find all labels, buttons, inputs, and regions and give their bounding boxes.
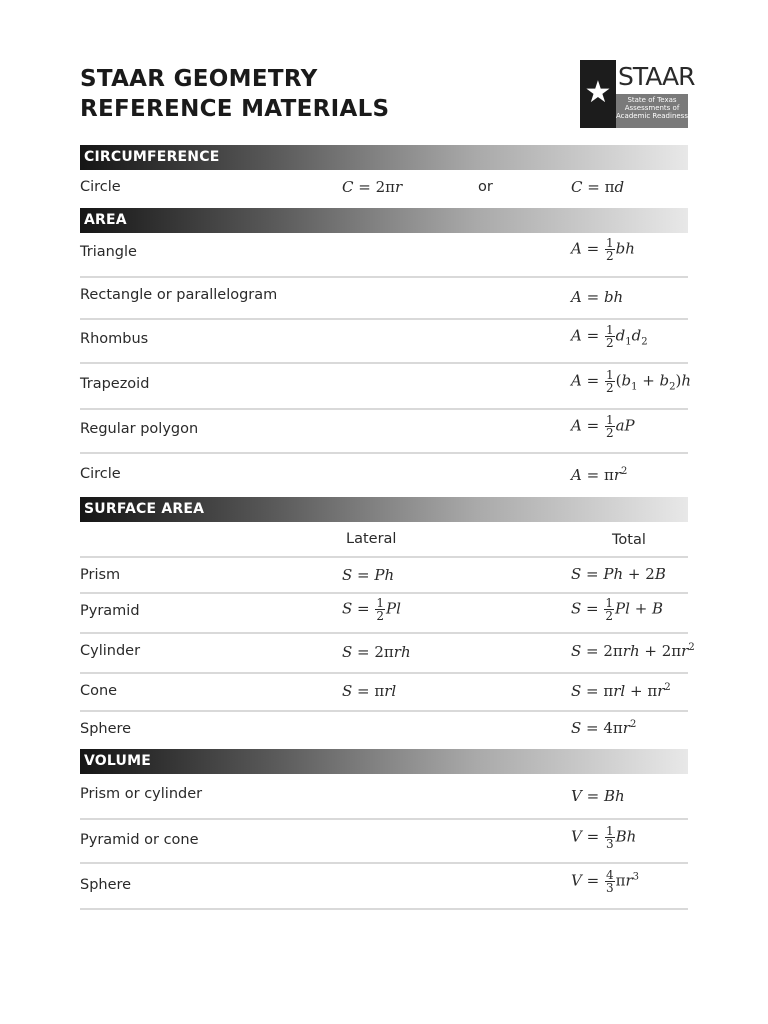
area-row-polygon [80,410,688,454]
page-title [80,64,389,124]
formula-total-prism: S = Ph + 2B [571,565,666,583]
section-header-area [80,208,688,233]
title-line-1: STAAR GEOMETRY [80,66,318,92]
area-row-triangle [80,233,688,278]
logo-wordmark: STAAR [618,62,695,91]
area-row-rhombus [80,320,688,364]
section-title: SURFACE AREA [84,501,205,517]
formula-volume-sphere: V = $\frac{4}{3}$ $\pi r^3$ [571,868,639,895]
volume-row-prism-cylinder [80,774,688,820]
row-label: Prism [80,567,121,583]
section-title: CIRCUMFERENCE [84,149,220,165]
column-header-lateral: Lateral [346,531,397,547]
surface-column-headers [80,522,688,558]
logo-star-box [580,60,616,128]
section-header-circumference [80,145,688,170]
formula-total-sphere: $S = 4\pi r^2$ [571,719,637,737]
volume-row-pyramid-cone [80,820,688,864]
row-label: Circle [80,179,121,195]
volume-row-sphere [80,864,688,910]
section-header-volume [80,749,688,774]
staar-logo [580,60,695,128]
row-label: Circle [80,466,121,482]
formula-volume-pyramid: V = $\frac{1}{3}$ Bh [571,824,637,851]
row-label: Sphere [80,721,132,737]
section-title: AREA [84,212,127,228]
surface-row-prism [80,558,688,594]
title-line-2: REFERENCE MATERIALS [80,96,390,122]
logo-sub-line-2: Assessments of [624,104,680,112]
logo-sub-line-1: State of Texas [627,96,677,104]
circumference-row [80,170,688,208]
row-label: Rhombus [80,331,149,347]
column-header-total: Total [612,532,646,548]
formula-area-rectangle: A = bh [571,288,624,306]
logo-sub-line-3: Academic Readiness [616,112,688,120]
formula-area-polygon: A = $\frac{1}{2}$ aP [571,413,635,440]
formula-circumference-diameter: C = πd [571,178,625,196]
row-label: Sphere [80,877,132,893]
row-label: Pyramid or cone [80,832,199,848]
area-row-circle [80,454,688,496]
row-label: Rectangle or parallelogram [80,287,278,303]
section-header-surface-area [80,497,688,522]
row-label: Trapezoid [80,376,150,392]
star-icon: ★ [584,75,612,110]
formula-total-cylinder: $S = 2\pi rh + 2\pi r^2$ [571,642,695,660]
formula-total-pyramid: S = $\frac{1}{2}$ Pl + B [571,596,664,623]
formula-area-circle: $A = \pi r^2$ [571,466,628,484]
row-label: Cone [80,683,118,699]
row-label: Prism or cylinder [80,786,203,802]
surface-row-cone [80,674,688,712]
logo-subtitle [616,94,688,128]
formula-total-cone: $S = \pi rl + \pi r^2$ [571,682,671,700]
formula-lateral-cone: S = πrl [342,682,397,700]
row-label: Cylinder [80,643,141,659]
formula-volume-prism: V = Bh [571,787,625,805]
formula-area-rhombus: A = $\frac{1}{2}$ $d_1d_2$ [571,323,648,350]
area-row-trapezoid [80,364,692,410]
formula-lateral-cylinder: S = 2πrh [342,643,411,661]
formula-lateral-pyramid: S = $\frac{1}{2}$ Pl [342,596,401,623]
surface-row-cylinder [80,634,695,674]
section-title: VOLUME [84,753,151,769]
formula-area-trapezoid: A = $\frac{1}{2}$ $(b_1 + b_2)h$ [571,368,692,395]
row-label: Regular polygon [80,421,199,437]
formula-lateral-prism: S = Ph [342,566,395,584]
row-label: Triangle [80,244,137,260]
area-row-rectangle [80,278,688,320]
row-label: Pyramid [80,603,140,619]
surface-row-pyramid [80,594,688,634]
formula-area-triangle: A = $\frac{1}{2}$ bh [571,236,635,263]
or-text: or [478,179,493,195]
surface-row-sphere [80,712,688,748]
formula-circumference-radius: C = 2πr [342,178,403,196]
